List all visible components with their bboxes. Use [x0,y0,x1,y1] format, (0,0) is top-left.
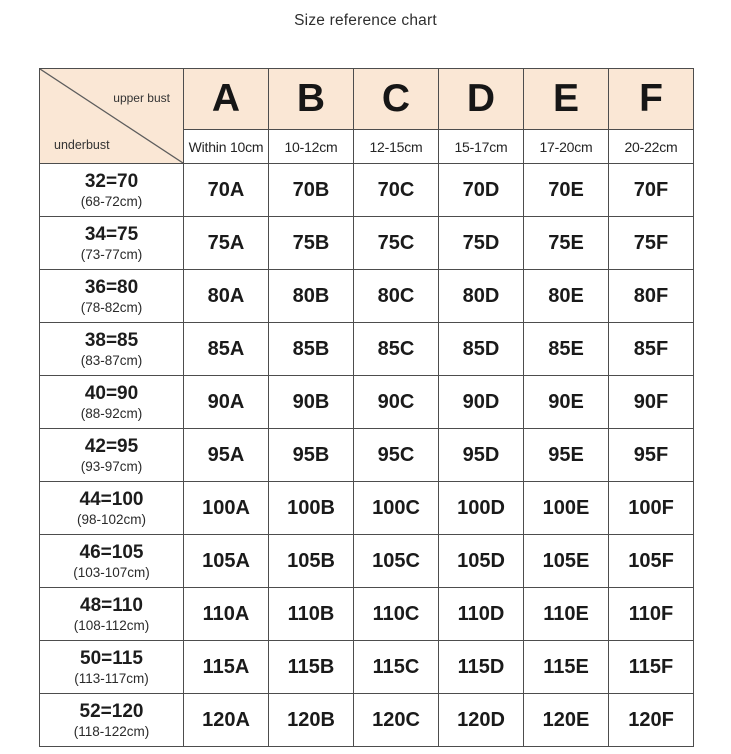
table-row [40,376,694,429]
size-cell: 115B [269,641,354,694]
table-row [40,429,694,482]
table-row [40,535,694,588]
underbust-size-label: 38=85 [84,329,139,351]
size-cell: 110C [354,588,439,641]
size-cell: 110D [439,588,524,641]
underbust-size-label: 52=120 [79,700,144,722]
size-cell: 95E [524,429,609,482]
underbust-size-label: 42=95 [84,435,139,457]
size-cell: 105B [269,535,354,588]
size-cell: 100C [354,482,439,535]
size-cell: 90E [524,376,609,429]
size-cell: 80B [269,270,354,323]
size-cell: 120B [269,694,354,747]
underbust-size-cell [40,429,184,482]
size-cell: 70A [184,164,269,217]
size-cell: 105D [439,535,524,588]
underbust-range-label: (83-87cm) [80,352,143,368]
underbust-size-cell [40,641,184,694]
size-cell: 90C [354,376,439,429]
cup-letter-header: A [184,69,269,130]
underbust-size-label: 40=90 [84,382,139,404]
size-cell: 90B [269,376,354,429]
size-cell: 105E [524,535,609,588]
table-row [40,270,694,323]
underbust-size-cell [40,323,184,376]
size-cell: 75C [354,217,439,270]
size-cell: 95F [609,429,694,482]
size-cell: 90D [439,376,524,429]
size-cell: 70E [524,164,609,217]
underbust-size-cell [40,376,184,429]
size-cell: 75F [609,217,694,270]
underbust-range-label: (118-122cm) [73,723,150,739]
size-cell: 70C [354,164,439,217]
underbust-size-label: 44=100 [79,488,144,510]
size-cell: 85E [524,323,609,376]
underbust-range-label: (68-72cm) [80,193,143,209]
size-cell: 80D [439,270,524,323]
size-reference-table [39,68,694,747]
size-cell: 110F [609,588,694,641]
size-cell: 110E [524,588,609,641]
size-cell: 120C [354,694,439,747]
size-cell: 120E [524,694,609,747]
size-cell: 115A [184,641,269,694]
size-cell: 85A [184,323,269,376]
underbust-label: underbust [54,138,110,152]
underbust-range-label: (98-102cm) [76,511,147,527]
bust-diff-header: Within 10cm [184,130,269,164]
cup-letter-header: E [524,69,609,130]
table-row [40,323,694,376]
size-cell: 120F [609,694,694,747]
size-cell: 105F [609,535,694,588]
size-cell: 100D [439,482,524,535]
underbust-range-label: (93-97cm) [80,458,143,474]
size-cell: 110B [269,588,354,641]
size-cell: 75B [269,217,354,270]
underbust-size-cell [40,694,184,747]
size-cell: 115C [354,641,439,694]
underbust-size-cell [40,588,184,641]
cup-letter-header: B [269,69,354,130]
size-cell: 120D [439,694,524,747]
underbust-size-label: 50=115 [80,647,143,669]
underbust-size-label: 34=75 [84,223,139,245]
underbust-range-label: (78-82cm) [80,299,143,315]
bust-diff-header: 20-22cm [609,130,694,164]
underbust-size-cell [40,217,184,270]
underbust-size-cell [40,270,184,323]
size-cell: 85C [354,323,439,376]
size-cell: 95C [354,429,439,482]
size-cell: 75A [184,217,269,270]
underbust-size-label: 36=80 [84,276,139,298]
size-cell: 70F [609,164,694,217]
size-cell: 75E [524,217,609,270]
underbust-size-label: 48=110 [80,594,143,616]
size-cell: 105C [354,535,439,588]
size-cell: 105A [184,535,269,588]
size-cell: 85D [439,323,524,376]
size-cell: 100B [269,482,354,535]
size-cell: 100F [609,482,694,535]
size-cell: 80C [354,270,439,323]
underbust-size-label: 32=70 [84,170,139,192]
size-cell: 120A [184,694,269,747]
underbust-size-cell [40,482,184,535]
size-table-body [40,164,694,747]
underbust-range-label: (88-92cm) [80,405,143,421]
size-cell: 75D [439,217,524,270]
cup-letter-header: D [439,69,524,130]
size-cell: 90F [609,376,694,429]
size-cell: 85F [609,323,694,376]
size-cell: 110A [184,588,269,641]
underbust-range-label: (113-117cm) [74,670,149,686]
underbust-range-label: (73-77cm) [80,246,143,262]
size-cell: 100A [184,482,269,535]
table-row [40,164,694,217]
underbust-size-label: 46=105 [79,541,144,563]
cup-letter-header: C [354,69,439,130]
table-row [40,482,694,535]
size-cell: 80A [184,270,269,323]
underbust-size-cell [40,535,184,588]
table-row [40,217,694,270]
size-cell: 70B [269,164,354,217]
size-cell: 80E [524,270,609,323]
bust-diff-header: 15-17cm [439,130,524,164]
size-cell: 95D [439,429,524,482]
bust-diff-header: 12-15cm [354,130,439,164]
size-cell: 95B [269,429,354,482]
underbust-size-cell [40,164,184,217]
bust-diff-header: 17-20cm [524,130,609,164]
cup-letter-header: F [609,69,694,130]
size-cell: 80F [609,270,694,323]
upper-bust-label: upper bust [113,91,170,105]
size-cell: 70D [439,164,524,217]
size-cell: 95A [184,429,269,482]
table-row [40,641,694,694]
diagonal-corner-cell [40,69,184,164]
table-row [40,588,694,641]
size-cell: 115D [439,641,524,694]
table-row [40,694,694,747]
size-cell: 115E [524,641,609,694]
bust-diff-header: 10-12cm [269,130,354,164]
page-title: Size reference chart [294,12,437,29]
size-cell: 115F [609,641,694,694]
size-cell: 90A [184,376,269,429]
size-cell: 100E [524,482,609,535]
underbust-range-label: (103-107cm) [73,564,150,580]
cup-letter-header-row [40,69,694,130]
underbust-range-label: (108-112cm) [73,617,150,633]
size-cell: 85B [269,323,354,376]
